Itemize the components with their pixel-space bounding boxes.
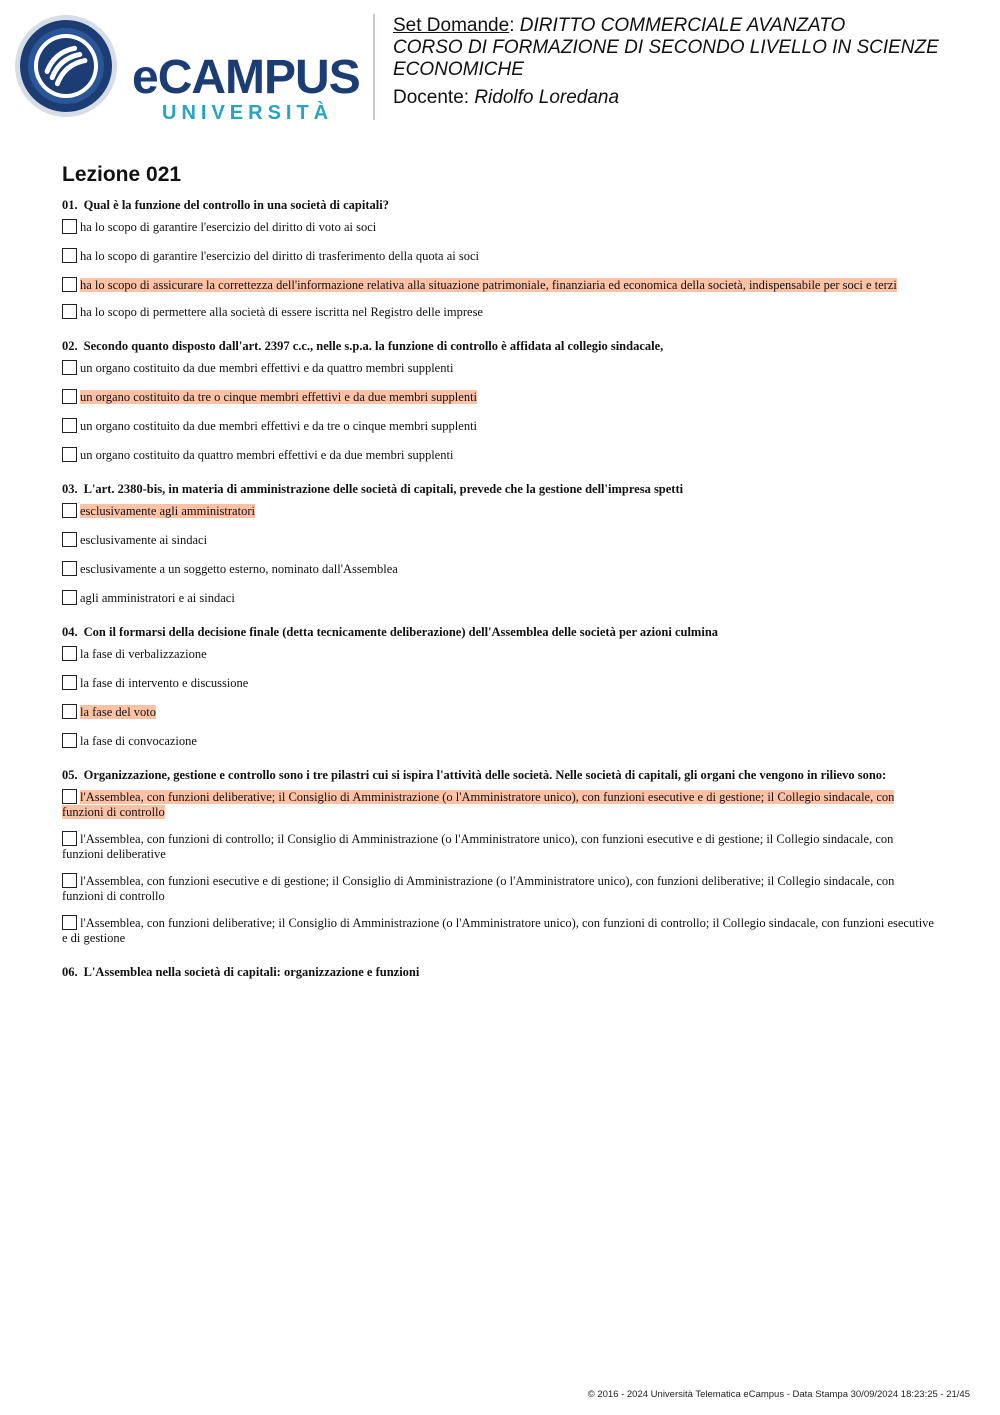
question-list	[62, 196, 938, 998]
answer-option-text: l'Assemblea, con funzioni deliberative; il Consiglio di Amministrazione (o l'Amministratore unico), con funzioni esecutive e di gestione; il Collegio sindacale, con funzioni di controllo	[62, 790, 895, 819]
checkbox-icon[interactable]	[62, 789, 77, 804]
answer-option-correct[interactable]	[62, 789, 938, 820]
course-title-text: CORSO DI FORMAZIONE DI SECONDO LIVELLO IN SCIENZE ECONOMICHE	[393, 37, 939, 80]
question-text	[62, 623, 938, 641]
answer-option[interactable]	[62, 219, 938, 235]
checkbox-icon[interactable]	[62, 873, 77, 888]
question-label: L'Assemblea nella società di capitali: organizzazione e funzioni	[83, 965, 420, 979]
checkbox-icon[interactable]	[62, 532, 77, 547]
answer-option[interactable]	[62, 418, 938, 434]
question-text	[62, 766, 938, 784]
answer-option-text: la fase di verbalizzazione	[80, 647, 207, 661]
question-text	[62, 196, 938, 214]
question-block	[62, 623, 938, 749]
docente-label: Docente:	[393, 87, 470, 108]
answer-option-text: la fase del voto	[80, 705, 157, 719]
answer-option[interactable]	[62, 831, 938, 862]
answer-option[interactable]	[62, 561, 938, 577]
lesson-title: Lezione 021	[62, 163, 182, 186]
question-number: 05.	[62, 768, 78, 782]
answer-option-text: l'Assemblea, con funzioni esecutive e di gestione; il Consiglio di Amministrazione (o l'Amministratore unico), con funzioni deliberative; il Collegio sindacale, con funzioni di controllo	[62, 874, 895, 903]
answer-option[interactable]	[62, 532, 938, 548]
checkbox-icon[interactable]	[62, 831, 77, 846]
checkbox-icon[interactable]	[62, 915, 77, 930]
question-text	[62, 963, 938, 981]
docente-row	[393, 87, 983, 109]
checkbox-icon[interactable]	[62, 360, 77, 375]
course-title	[393, 37, 983, 81]
question-block	[62, 337, 938, 463]
answer-option-text: esclusivamente ai sindaci	[80, 533, 208, 547]
answer-option[interactable]	[62, 360, 938, 376]
ecampus-logo	[14, 14, 360, 124]
answer-option[interactable]	[62, 873, 938, 904]
answer-option[interactable]	[62, 590, 938, 606]
question-block	[62, 196, 938, 320]
set-label: Set Domande	[393, 15, 510, 36]
answer-option-text: l'Assemblea, con funzioni deliberative; il Consiglio di Amministrazione (o l'Amministratore unico), con funzioni di controllo; il Collegio sindacale, con funzioni esecutive e di gestione	[62, 916, 934, 945]
checkbox-icon[interactable]	[62, 733, 77, 748]
question-label: Organizzazione, gestione e controllo sono i tre pilastri cui si ispira l'attività delle società. Nelle società di capitali, gli organi che vengono in rilievo sono:	[83, 768, 887, 782]
docente-name: Ridolfo Loredana	[474, 87, 620, 108]
answer-option-text: esclusivamente a un soggetto esterno, nominato dall'Assemblea	[80, 562, 398, 576]
checkbox-icon[interactable]	[62, 646, 77, 661]
answer-option-correct[interactable]	[62, 277, 938, 293]
logo-wordmark: eCAMPUS	[132, 51, 360, 104]
answer-option-text: ha lo scopo di permettere alla società di essere iscritta nel Registro delle imprese	[80, 305, 483, 319]
answer-option-text: l'Assemblea, con funzioni di controllo; il Consiglio di Amministrazione (o l'Amministratore unico), con funzioni esecutive e di gestione; il Collegio sindacale, con funzioni deliberative	[62, 832, 894, 861]
question-number: 03.	[62, 482, 78, 496]
question-text	[62, 337, 938, 355]
question-text	[62, 480, 938, 498]
answer-option-text: un organo costituito da due membri effettivi e da quattro membri supplenti	[80, 361, 454, 375]
checkbox-icon[interactable]	[62, 418, 77, 433]
university-seal-icon	[14, 14, 118, 118]
question-label: L'art. 2380-bis, in materia di amministrazione delle società di capitali, prevede che la gestione dell'impresa spetti	[83, 482, 684, 496]
checkbox-icon[interactable]	[62, 277, 77, 292]
answer-option-text: un organo costituito da tre o cinque membri effettivi e da due membri supplenti	[80, 390, 478, 404]
set-row: Set Domande: DIRITTO COMMERCIALE AVANZATO	[393, 15, 846, 36]
question-label: Secondo quanto disposto dall'art. 2397 c.c., nelle s.p.a. la funzione di controllo è affidata al collegio sindacale,	[83, 339, 664, 353]
checkbox-icon[interactable]	[62, 561, 77, 576]
answer-option-text: la fase di convocazione	[80, 734, 197, 748]
answer-option[interactable]	[62, 304, 938, 320]
answer-option[interactable]	[62, 646, 938, 662]
checkbox-icon[interactable]	[62, 704, 77, 719]
answer-option-text: ha lo scopo di garantire l'esercizio del diritto di trasferimento della quota ai soci	[80, 249, 479, 263]
question-block	[62, 963, 938, 981]
answer-option[interactable]	[62, 447, 938, 463]
question-block	[62, 480, 938, 606]
checkbox-icon[interactable]	[62, 248, 77, 263]
answer-option-text: un organo costituito da due membri effettivi e da tre o cinque membri supplenti	[80, 419, 478, 433]
answer-option-text: esclusivamente agli amministratori	[80, 504, 255, 518]
document-header	[393, 15, 983, 109]
answer-option[interactable]	[62, 248, 938, 264]
page-footer: © 2016 - 2024 Università Telematica eCampus - Data Stampa 30/09/2024 18:23:25 - 21/45	[587, 1389, 970, 1400]
answer-option-text: ha lo scopo di assicurare la correttezza dell'informazione relativa alla situazione patrimoniale, finanziaria ed economica della società, indispensabile per soci e terzi	[80, 278, 897, 292]
answer-option-correct[interactable]	[62, 704, 938, 720]
checkbox-icon[interactable]	[62, 304, 77, 319]
checkbox-icon[interactable]	[62, 503, 77, 518]
checkbox-icon[interactable]	[62, 219, 77, 234]
header-divider	[373, 14, 375, 120]
answer-option[interactable]	[62, 915, 938, 946]
question-number: 02.	[62, 339, 78, 353]
answer-option-text: agli amministratori e ai sindaci	[80, 591, 235, 605]
checkbox-icon[interactable]	[62, 590, 77, 605]
question-number: 06.	[62, 965, 78, 979]
answer-option-correct[interactable]	[62, 389, 938, 405]
checkbox-icon[interactable]	[62, 675, 77, 690]
question-number: 04.	[62, 625, 78, 639]
answer-option-correct[interactable]	[62, 503, 938, 519]
checkbox-icon[interactable]	[62, 447, 77, 462]
answer-option-text: la fase di intervento e discussione	[80, 676, 249, 690]
answer-option[interactable]	[62, 675, 938, 691]
answer-option-text: un organo costituito da quattro membri effettivi e da due membri supplenti	[80, 448, 454, 462]
logo-subtitle: UNIVERSITÀ	[162, 102, 334, 124]
question-label: Con il formarsi della decisione finale (detta tecnicamente deliberazione) dell'Assemblea delle società per azioni culmina	[83, 625, 719, 639]
set-title: DIRITTO COMMERCIALE AVANZATO	[519, 15, 846, 36]
question-label: Qual è la funzione del controllo in una società di capitali?	[83, 198, 389, 212]
answer-option-text: ha lo scopo di garantire l'esercizio del diritto di voto ai soci	[80, 220, 377, 234]
question-block	[62, 766, 938, 946]
answer-option[interactable]	[62, 733, 938, 749]
question-number: 01.	[62, 198, 78, 212]
checkbox-icon[interactable]	[62, 389, 77, 404]
